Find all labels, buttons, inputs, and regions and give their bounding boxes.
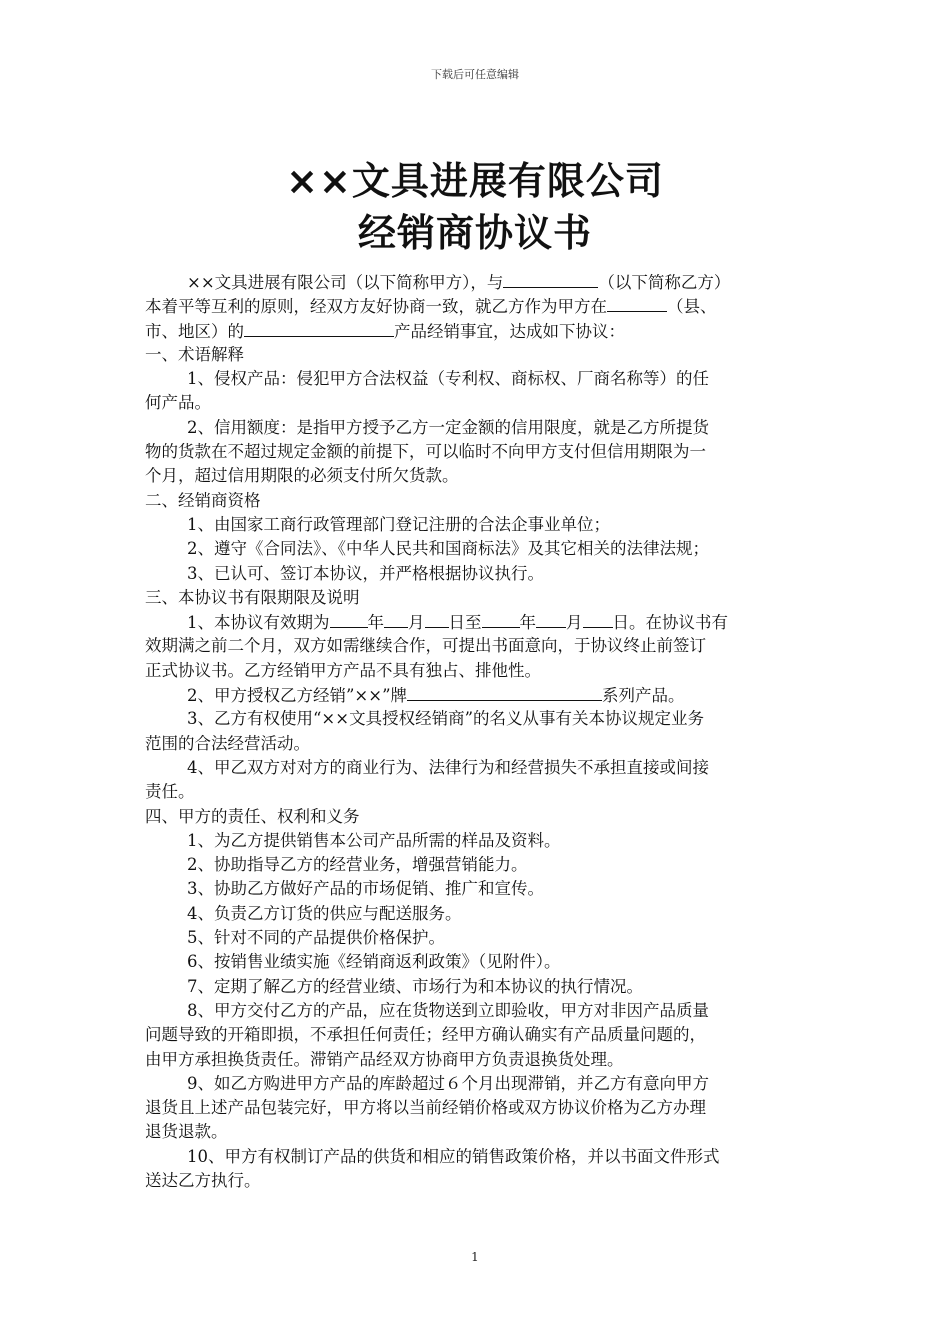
intro-line xyxy=(145,319,810,343)
section-heading: 二、经销商资格 xyxy=(145,490,261,510)
page-number: 1 xyxy=(471,1250,479,1264)
clause-line: 1、由国家工商行政管理部门登记注册的合法企事业单位； xyxy=(187,514,610,534)
text: （县、 xyxy=(667,297,717,317)
clause-line: 5、针对不同的产品提供价格保护。 xyxy=(187,928,445,948)
clause-line: 物的货款在不超过规定金额的前提下，可以临时不向甲方支付但信用期限为一 xyxy=(145,442,706,462)
clause-line: 责任。 xyxy=(145,782,195,802)
text: 日。在协议书有 xyxy=(612,613,728,633)
text: ××文具进展有限公司（以下简称甲方），与 xyxy=(187,273,504,292)
document-title: 经销商协议书 xyxy=(357,211,592,255)
text: 年 xyxy=(367,613,384,633)
section-heading: 一、术语解释 xyxy=(145,344,244,364)
clause-line: 退货且上述产品包装完好，甲方将以当前经销价格或双方协议价格为乙方办理 xyxy=(145,1098,706,1118)
clause-line: 由甲方承担换货责任。滞销产品经双方协商甲方负责退换货处理。 xyxy=(145,1049,624,1069)
clause-line: 2、遵守《合同法》、《中华人民共和国商标法》及其它相关的法律法规； xyxy=(187,539,709,559)
clause-line: 4、负责乙方订货的供应与配送服务。 xyxy=(187,903,462,923)
header-note: 下载后可任意编辑 xyxy=(431,68,519,81)
clause-line: 3、已认可、签订本协议，并严格根据协议执行。 xyxy=(187,563,544,583)
start-month-blank xyxy=(384,610,408,628)
series-blank xyxy=(407,683,602,701)
clause-line: 10、甲方有权制订产品的供货和相应的销售政策价格，并以书面文件形式 xyxy=(187,1146,720,1166)
clause-line xyxy=(145,610,810,634)
clause-line: 6、按销售业绩实施《经销商返利政策》（见附件）。 xyxy=(187,952,561,972)
clause-line: 8、甲方交付乙方的产品，应在货物送到立即验收，甲方对非因产品质量 xyxy=(187,1000,709,1020)
end-day-blank xyxy=(583,610,613,628)
clause-line: 2、信用额度：是指甲方授予乙方一定金额的信用限度，就是乙方所提货 xyxy=(187,417,709,437)
clause-line: 何产品。 xyxy=(145,393,211,413)
clause-line: 个月，超过信用期限的必须支付所欠货款。 xyxy=(145,466,459,486)
clause-line: 1、侵权产品：侵犯甲方合法权益（专利权、商标权、厂商名称等）的任 xyxy=(187,369,709,389)
end-month-blank xyxy=(536,610,566,628)
text: 年 xyxy=(519,613,536,633)
text: 市、地区）的 xyxy=(145,321,244,341)
clause-line: 范围的合法经营活动。 xyxy=(145,733,310,753)
intro-line xyxy=(145,294,810,318)
start-day-blank xyxy=(425,610,449,628)
document-body xyxy=(145,270,810,1193)
clause-line xyxy=(145,683,810,707)
text: 产品经销事宜，达成如下协议： xyxy=(394,321,625,341)
text: 2、甲方授权乙方经销”××”牌 xyxy=(187,686,408,706)
region-blank xyxy=(607,294,667,312)
section-heading: 四、甲方的责任、权利和义务 xyxy=(145,806,360,826)
clause-line: 1、为乙方提供销售本公司产品所需的样品及资料。 xyxy=(187,830,561,850)
clause-line: 7、定期了解乙方的经营业绩、市场行为和本协议的执行情况。 xyxy=(187,976,643,996)
end-year-blank xyxy=(482,610,520,628)
clause-line: 效期满之前二个月，双方如需继续合作，可提出书面意向，于协议终止前签订 xyxy=(145,636,706,656)
clause-line: 3、乙方有权使用“××文具授权经销商”的名义从事有关本协议规定业务 xyxy=(187,709,705,729)
clause-line: 2、协助指导乙方的经营业务，增强营销能力。 xyxy=(187,855,528,875)
clause-line: 9、如乙方购进甲方产品的库龄超过６个月出现滞销，并乙方有意向甲方 xyxy=(187,1073,709,1093)
start-year-blank xyxy=(330,610,368,628)
party-b-name-blank xyxy=(503,270,598,288)
section-heading: 三、本协议书有限期限及说明 xyxy=(145,587,360,607)
clause-line: 3、协助乙方做好产品的市场促销、推广和宣传。 xyxy=(187,879,544,899)
text: 月 xyxy=(566,613,583,633)
document-title-company: ××文具进展有限公司 xyxy=(286,159,664,203)
clause-line: 4、甲乙双方对对方的商业行为、法律行为和经营损失不承担直接或间接 xyxy=(187,757,709,777)
intro-line xyxy=(145,270,810,294)
clause-line: 退货退款。 xyxy=(145,1122,228,1142)
clause-line: 正式协议书。乙方经销甲方产品不具有独占、排他性。 xyxy=(145,660,541,680)
text: 本着平等互利的原则，经双方友好协商一致，就乙方作为甲方在 xyxy=(145,297,607,317)
text: 日至 xyxy=(448,613,482,633)
text: （以下简称乙方） xyxy=(598,273,731,292)
clause-line: 送达乙方执行。 xyxy=(145,1170,261,1190)
text: 月 xyxy=(408,613,425,633)
clause-line: 问题导致的开箱即损，不承担任何责任；经甲方确认确实有产品质量问题的， xyxy=(145,1025,706,1045)
product-blank xyxy=(244,319,394,337)
text: 系列产品。 xyxy=(602,686,685,706)
text: 1、本协议有效期为 xyxy=(187,613,330,633)
